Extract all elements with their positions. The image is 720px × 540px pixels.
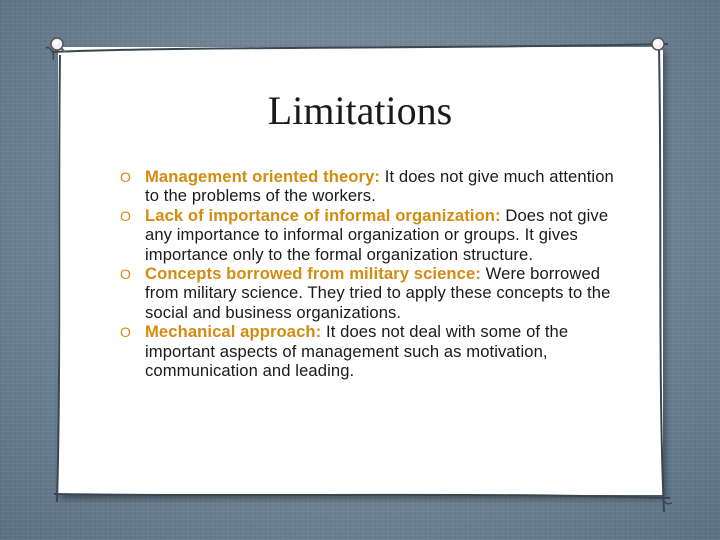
item-term: Management oriented theory: <box>145 167 381 186</box>
pushpin-icon <box>651 37 671 57</box>
item-text: It does not give much attention to the problems of the workers. <box>145 167 614 206</box>
slide-title: Limitations <box>267 88 453 133</box>
bullet-marker: O <box>120 207 131 224</box>
item-term: Concepts borrowed from military science: <box>145 264 481 284</box>
item-term: Mechanical approach: <box>145 322 322 342</box>
item-term: Lack of importance of informal organization: <box>145 205 501 225</box>
bullet-list <box>120 167 620 380</box>
item-text: Were borrowed from military science. They tried to apply these concepts to the social and business organizations. <box>145 264 611 322</box>
list-item <box>120 206 620 264</box>
bullet-marker: O <box>120 266 131 283</box>
pushpin-icon <box>50 37 70 57</box>
list-item <box>120 167 620 206</box>
bullet-marker: O <box>120 324 131 341</box>
bullet-marker: O <box>120 169 131 185</box>
item-text: Does not give any importance to informal organization or groups. It gives importance only to the formal organization structure. <box>145 205 609 264</box>
item-text: It does not deal with some of the important aspects of management such as motivation, communication and leading. <box>145 322 569 381</box>
list-item <box>120 322 620 380</box>
list-item <box>120 264 620 322</box>
